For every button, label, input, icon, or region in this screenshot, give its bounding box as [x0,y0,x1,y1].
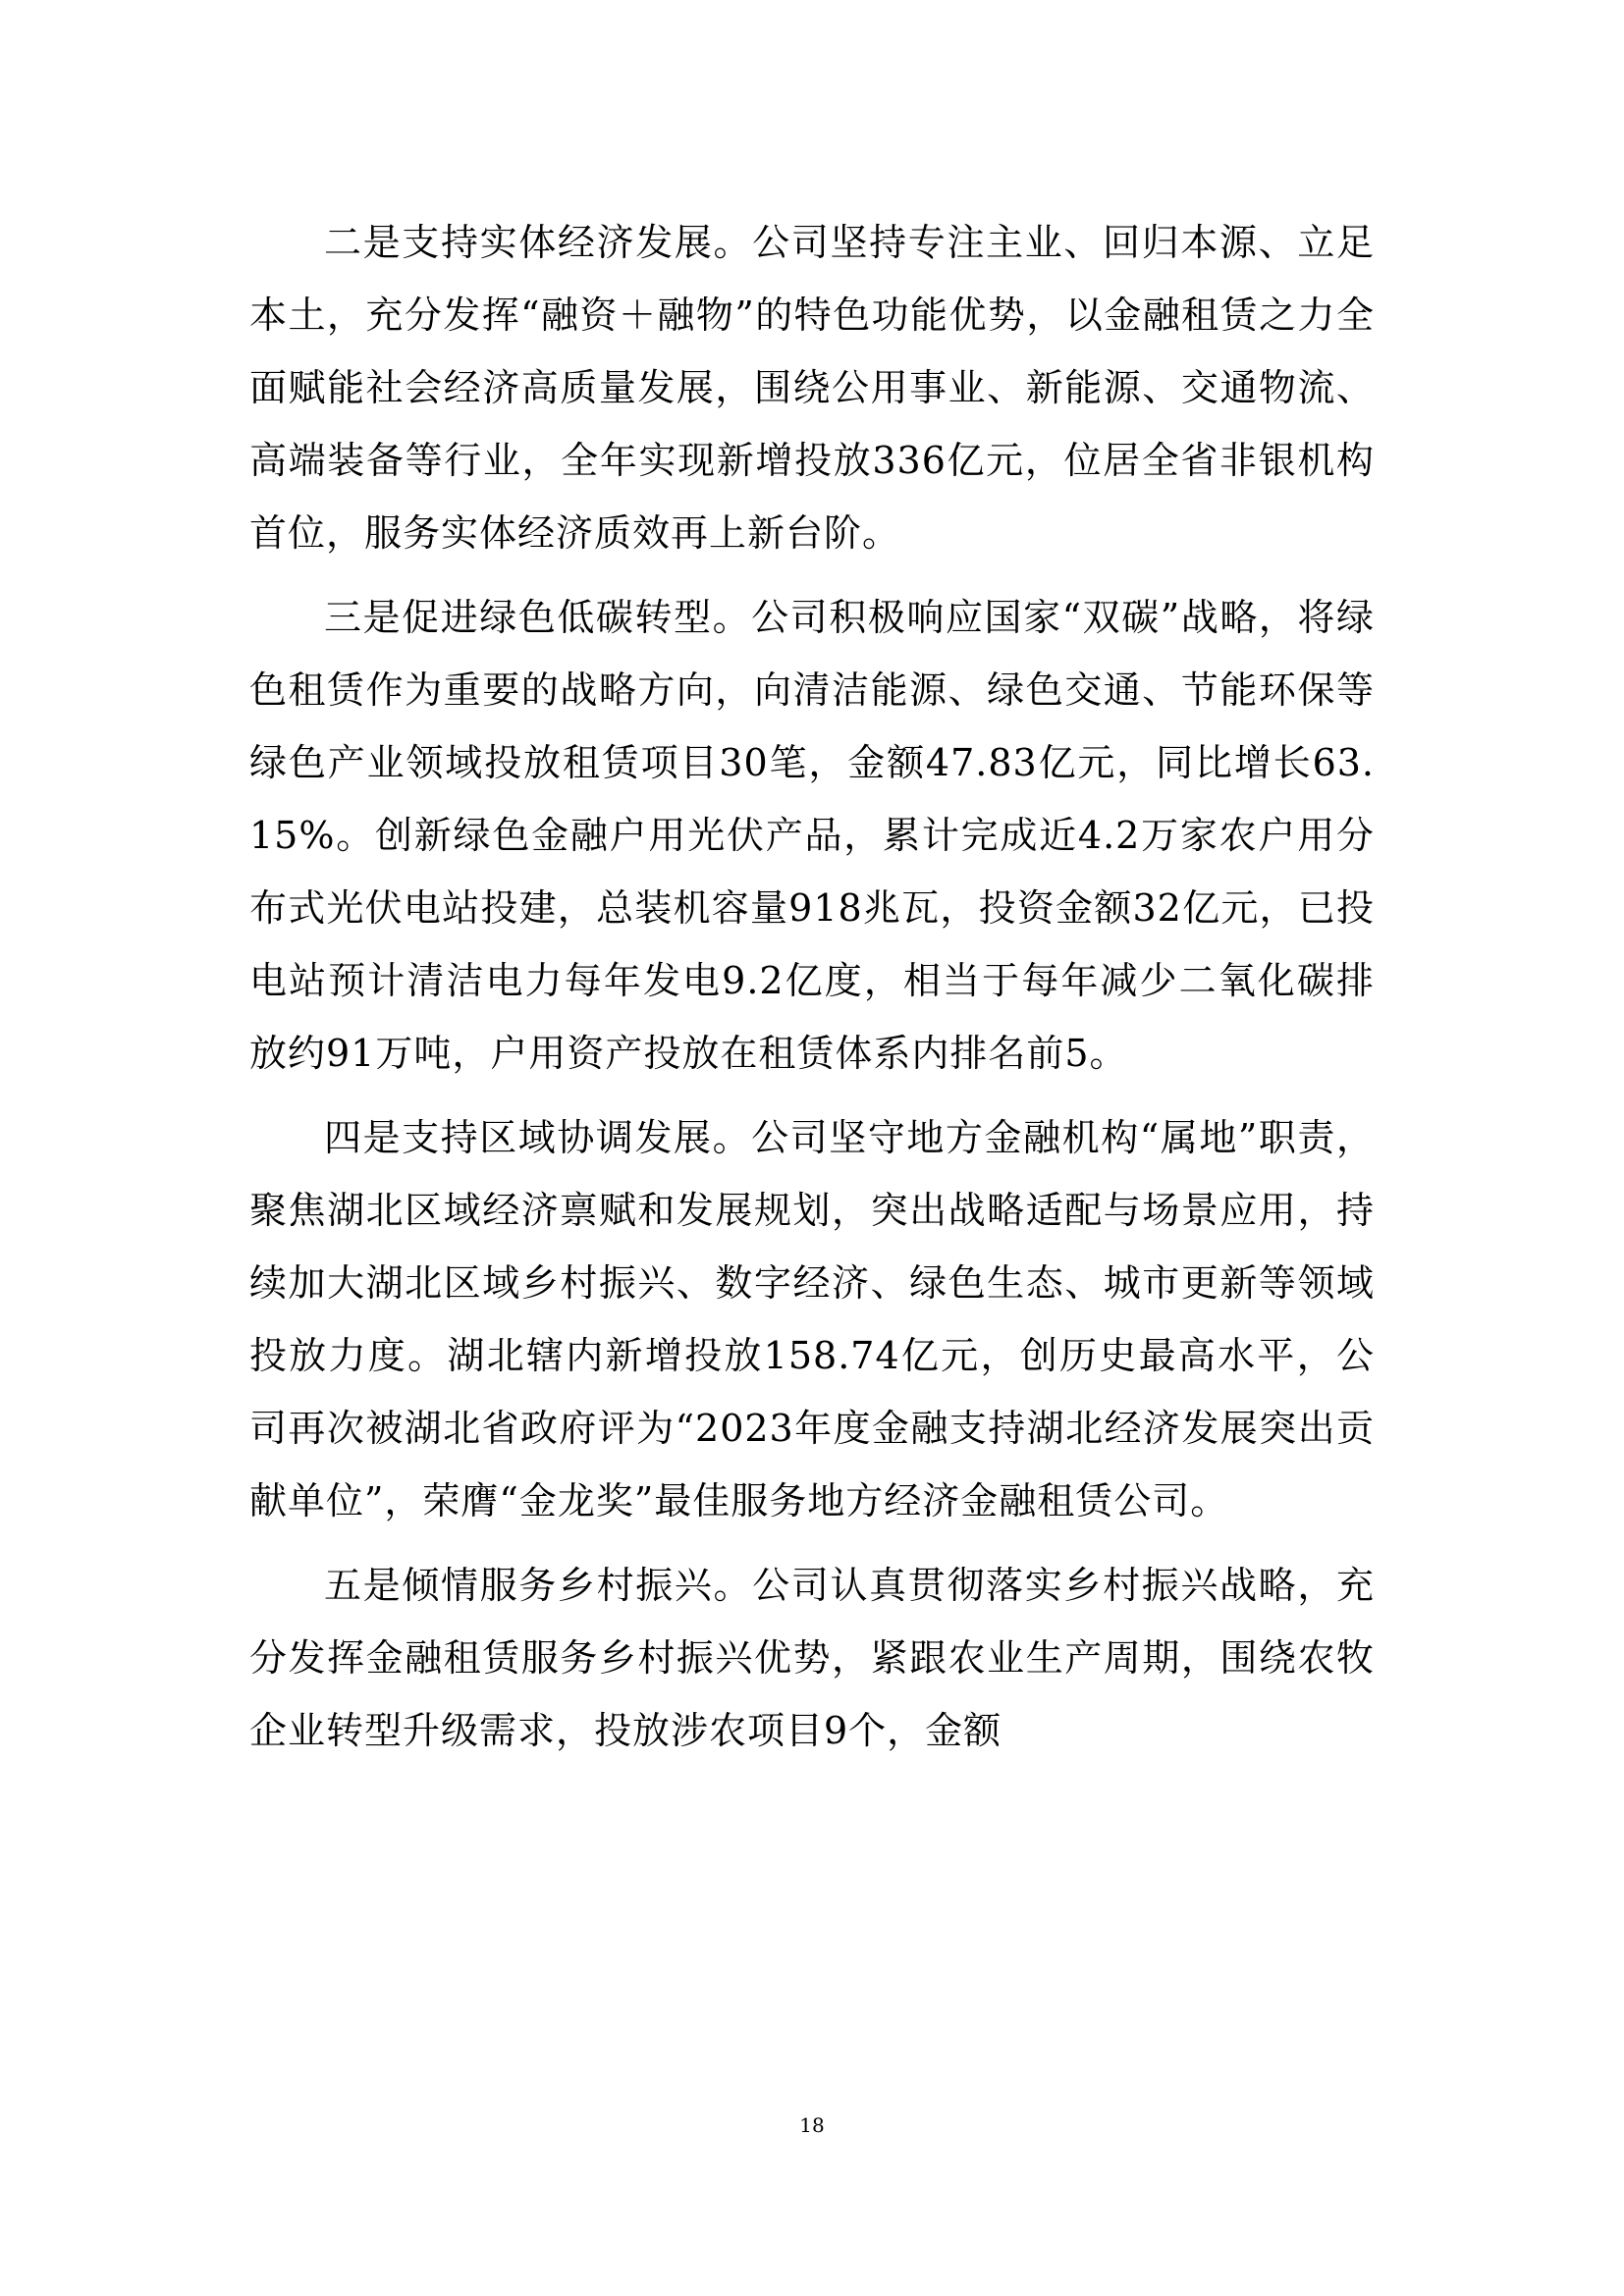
paragraph-real-economy: 二是支持实体经济发展。公司坚持专注主业、回归本源、立足本土，充分发挥“融资＋融物”的特色功能优势，以金融租赁之力全面赋能社会经济高质量发展，围绕公用事业、新能源、交通物流、高端装备等行业，全年实现新增投放336亿元，位居全省非银机构首位，服务实体经济质效再上新台阶。 [249,221,1375,555]
page-number: 18 [799,2113,825,2137]
paragraph-rural-revitalization: 五是倾情服务乡村振兴。公司认真贯彻落实乡村振兴战略，充分发挥金融租赁服务乡村振兴优势，紧跟农业生产周期，围绕农牧企业转型升级需求，投放涉农项目9个，金额 [249,1564,1375,1752]
paragraph-regional-development: 四是支持区域协调发展。公司坚守地方金融机构“属地”职责，聚焦湖北区域经济禀赋和发展规划，突出战略适配与场景应用，持续加大湖北区域乡村振兴、数字经济、绿色生态、城市更新等领域投放力度。湖北辖内新增投放158.74亿元，创历史最高水平，公司再次被湖北省政府评为“2023年度金融支持湖北经济发展突出贡献单位”，荣膺“金龙奖”最佳服务地方经济金融租赁公司。 [249,1116,1375,1522]
page-body [249,206,1375,1779]
paragraph-green-transition: 三是促进绿色低碳转型。公司积极响应国家“双碳”战略，将绿色租赁作为重要的战略方向，向清洁能源、绿色交通、节能环保等绿色产业领域投放租赁项目30笔，金额47.83亿元，同比增长63.15%。创新绿色金融户用光伏产品，累计完成近4.2万家农户用分布式光伏电站投建，总装机容量918兆瓦，投资金额32亿元，已投电站预计清洁电力每年发电9.2亿度，相当于每年减少二氧化碳排放约91万吨，户用资产投放在租赁体系内排名前5。 [249,596,1375,1075]
